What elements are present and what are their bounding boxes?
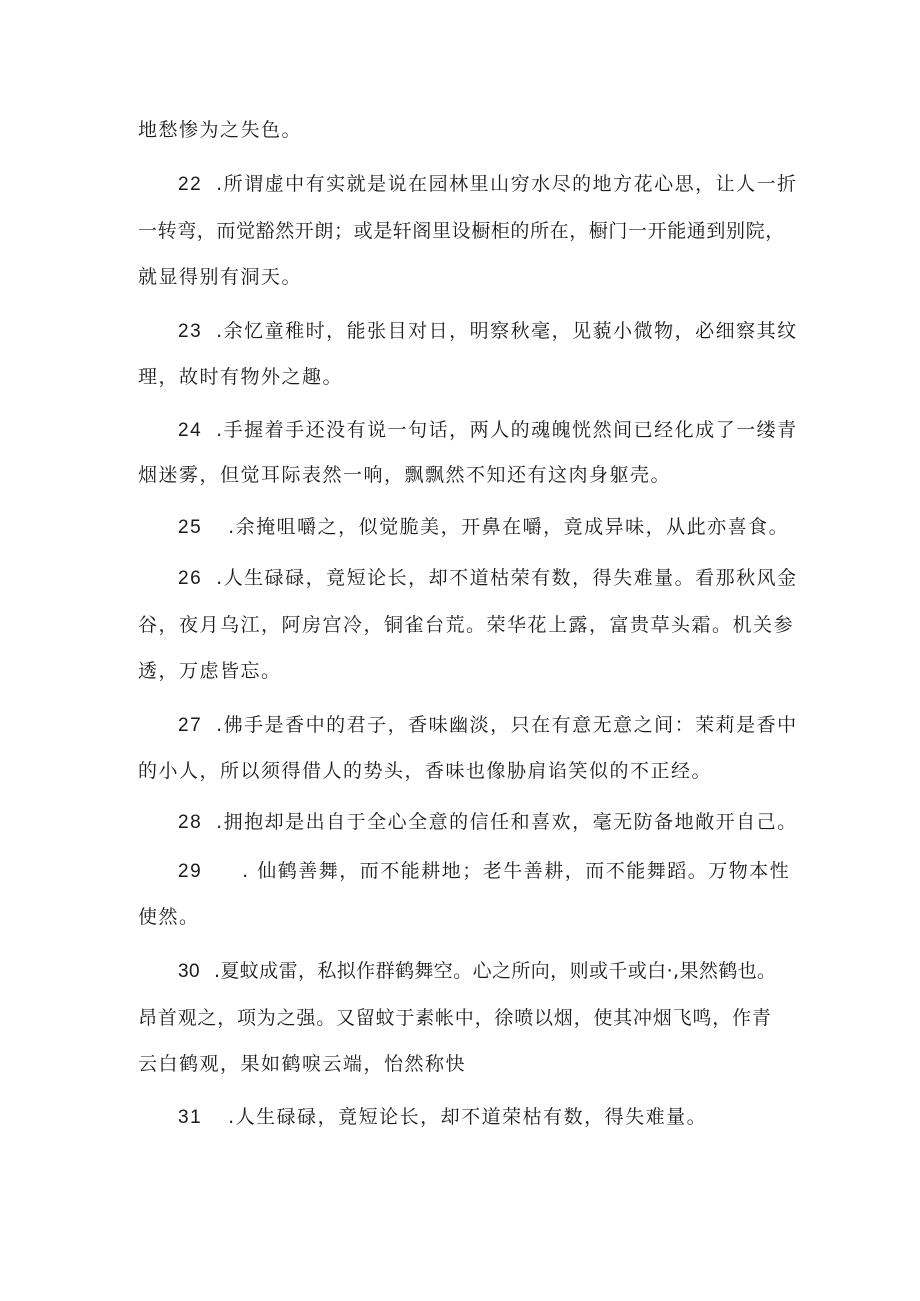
paragraph-line: 云白鹤观，果如鹤唳云端，怡然称快 <box>138 1053 467 1075</box>
paragraph-text: .佛手是香中的君子，香味幽淡，只在有意无意之间：茉莉是香中 <box>216 714 798 736</box>
paragraph-first-line <box>178 515 789 540</box>
paragraph-line: 地愁惨为之失色。 <box>138 119 303 141</box>
paragraph-number: 26 <box>178 568 203 589</box>
paragraph-number: 31 <box>178 1107 203 1128</box>
paragraph-line: 透，万虑皆忘。 <box>138 660 282 682</box>
paragraph-text: .人生碌碌，竟短论长，却不道枯荣有数，得失难量。看那秋风金 <box>216 567 798 589</box>
paragraph-first-line <box>178 859 790 884</box>
paragraph-first-line <box>178 810 798 835</box>
paragraph-text: .夏蚊成雷，私拟作群鹤舞空。心之所向，则或千或白·,果然鹤也。 <box>213 960 777 982</box>
paragraph-number: 24 <box>178 420 203 441</box>
paragraph-number: 28 <box>178 812 203 833</box>
paragraph-line: 理，故时有物外之趣。 <box>138 366 344 388</box>
paragraph-first-line <box>178 1105 707 1130</box>
paragraph-first-line <box>178 566 798 591</box>
paragraph-text: .手握着手还没有说一句话，两人的魂魄恍然间已经化成了一缕青 <box>216 419 798 441</box>
paragraph-first-line <box>178 959 776 984</box>
paragraph-first-line <box>178 418 798 443</box>
paragraph-line: 使然。 <box>138 906 200 928</box>
paragraph-number: 22 <box>178 174 203 195</box>
paragraph-line: 一转弯，而觉豁然开朗；或是轩阁里设橱柜的所在，橱门一开能通到别院， <box>138 220 785 242</box>
paragraph-text: . 仙鹤善舞，而不能耕地；老牛善耕，而不能舞蹈。万物本性 <box>242 860 791 882</box>
paragraph-line: 谷，夜月乌江，阿房宫冷，铜雀台荒。荣华花上露，富贵草头霜。机关参 <box>138 614 795 636</box>
paragraph-line: 昂首观之，项为之强。又留蚊于素帐中，徐喷以烟，使其冲烟飞鸣，作青 <box>138 1007 772 1029</box>
paragraph-number: 23 <box>178 321 203 342</box>
paragraph-first-line <box>178 713 798 738</box>
paragraph-text: .余忆童稚时，能张目对日，明察秋毫，见藐小微物，必细察其纹 <box>216 320 798 342</box>
paragraph-line: 就显得别有洞天。 <box>138 266 303 288</box>
paragraph-text: .人生碌碌，竟短论长，却不道荣枯有数，得失难量。 <box>228 1106 708 1128</box>
paragraph-number: 25 <box>178 517 203 538</box>
paragraph-first-line <box>178 319 798 344</box>
paragraph-text: .拥抱却是出自于全心全意的信任和喜欢，毫无防备地敞开自己。 <box>216 811 798 833</box>
paragraph-line: 烟迷雾，但觉耳际表然一响，飘飘然不知还有这肉身躯壳。 <box>138 464 672 486</box>
paragraph-number: 30 <box>178 961 200 982</box>
paragraph-number: 29 <box>178 861 203 882</box>
paragraph-text: .所谓虚中有实就是说在园林里山穷水尽的地方花心思，让人一折 <box>216 173 798 195</box>
paragraph-first-line <box>178 172 798 197</box>
paragraph-line: 的小人，所以须得借人的势头，香味也像胁肩谄笑似的不正经。 <box>138 760 713 782</box>
paragraph-number: 27 <box>178 715 203 736</box>
paragraph-text: .余掩咀嚼之，似觉脆美，开鼻在嚼，竟成异味，从此亦喜食。 <box>228 516 790 538</box>
